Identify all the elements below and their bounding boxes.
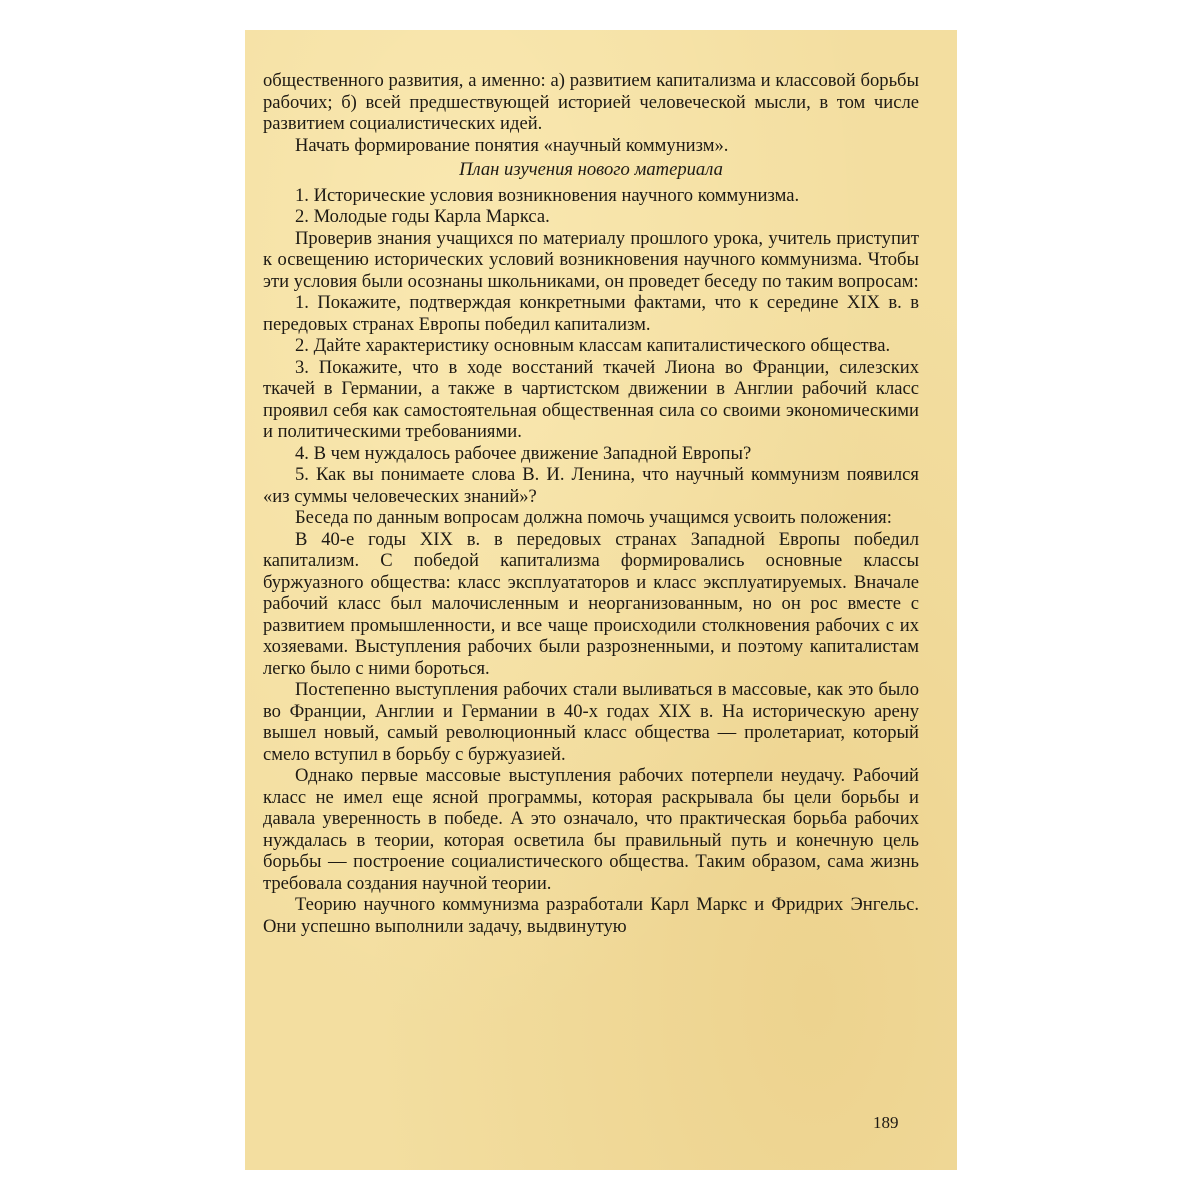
paragraph-first-failures: Однако первые массовые выступления рабочих потерпели неудачу. Рабочий класс не имел еще ясной программы, которая раскрывала бы цели борьбы и давала уверенность в победе. А это означало, что практическая борьба рабочих нуждалась в теории, которая осветила бы правильный путь и конечную цель борьбы — построение социалистического общества. Таким образом, сама жизнь требовала создания научной теории. bbox=[263, 765, 919, 894]
question-2: 2. Дайте характеристику основным классам капиталистического общества. bbox=[295, 335, 891, 356]
paragraph-mass-actions: Постепенно выступления рабочих стали выливаться в массовые, как это было во Франции, Англии и Германии в 40-х годах XIX в. На историческую арену вышел новый, самый революционный класс общества — пролетариат, который смело вступил в борьбу с буржуазией. bbox=[263, 679, 919, 765]
paragraph-goal: Начать формирование понятия «научный коммунизм». bbox=[295, 134, 729, 156]
question-1: 1. Покажите, подтверждая конкретными фактами, что к середине XIX в. в передовых странах Европы победил капитализм. bbox=[263, 292, 919, 335]
plan-item-1: 1. Исторические условия возникновения научного коммунизма. bbox=[295, 184, 800, 206]
page-number: 189 bbox=[873, 1113, 899, 1132]
paragraph-marx-engels: Теорию научного коммунизма разработали Карл Маркс и Фридрих Энгельс. Они успешно выполнили задачу, выдвинутую bbox=[263, 894, 919, 937]
paragraph-intro-questions: Проверив знания учащихся по материалу прошлого урока, учитель приступит к освещению исторических условий возникновения научного коммунизма. Чтобы эти условия были осознаны школьниками, он проведет беседу по таким вопросам: bbox=[263, 227, 919, 292]
question-4: 4. В чем нуждалось рабочее движение Западной Европы? bbox=[295, 442, 752, 464]
paragraph-capitalism: В 40-е годы XIX в. в передовых странах Западной Европы победил капитализм. С победой капитализма формировались основные классы буржуазного общества: класс эксплуататоров и класс эксплуатируемых. Вначале рабочий класс был малочисленным и неорганизованным, но он рос вместе с развитием промышленности, и все чаще происходили столкновения рабочих с их хозяевами. Выступления рабочих были разрозненными, и поэтому капиталистам легко было с ними бороться. bbox=[263, 528, 919, 679]
plan-item-2: 2. Молодые годы Карла Маркса. bbox=[295, 206, 550, 227]
page-body-text bbox=[263, 70, 919, 937]
section-heading: План изучения нового материала bbox=[459, 159, 723, 180]
book-page-scan bbox=[245, 30, 957, 1170]
paragraph-continuation: общественного развития, а именно: а) развитием капитализма и классовой борьбы рабочих; б) всей предшествующей историей человеческой мысли, в том числе развитием социалистических идей. bbox=[263, 70, 919, 134]
question-5: 5. Как вы понимаете слова В. И. Ленина, что научный коммунизм появился «из суммы человеческих знаний»? bbox=[263, 464, 919, 507]
paragraph-positions: Беседа по данным вопросам должна помочь учащимся усвоить положения: bbox=[295, 507, 892, 528]
question-3: 3. Покажите, что в ходе восстаний ткачей Лиона во Франции, силезских ткачей в Германии, а также в чартистском движении в Англии рабочий класс проявил себя как самостоятельная общественная сила со своими экономическими и политическими требованиями. bbox=[263, 356, 919, 442]
